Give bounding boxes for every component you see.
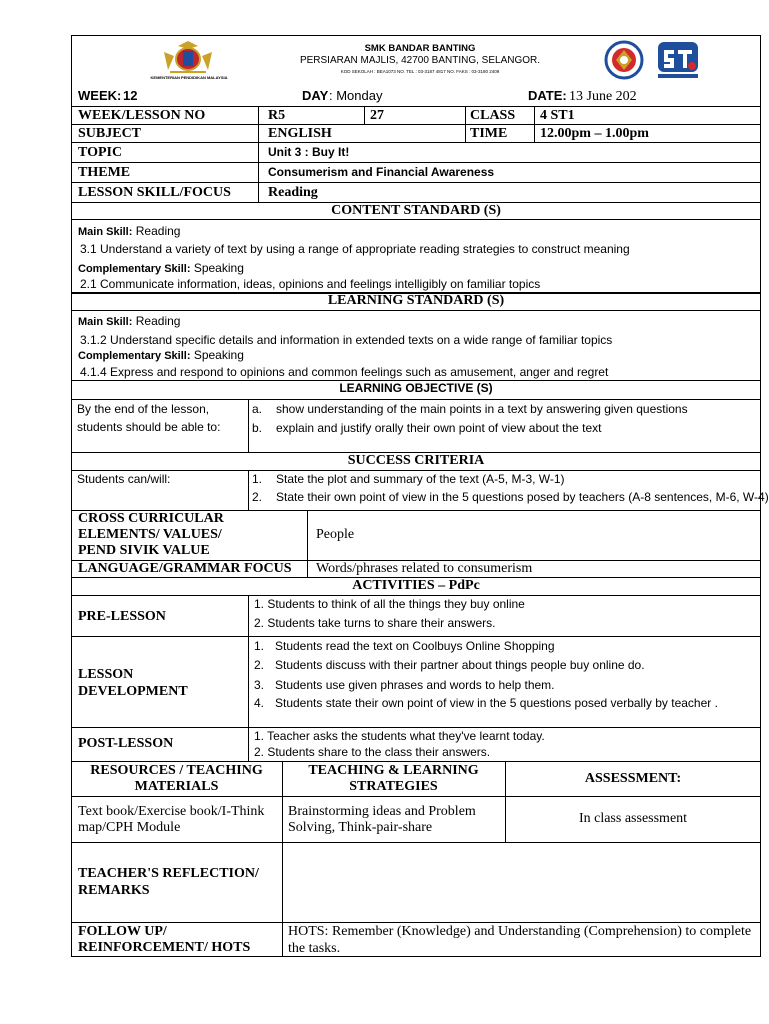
dev-item-4-mark: 4. bbox=[254, 696, 265, 710]
dev-item-2-mark: 2. bbox=[254, 658, 265, 672]
day-value: : Monday bbox=[329, 88, 383, 103]
sc-item-2: State their own point of view in the 5 questions posed by teachers (A-8 sentences, M-6, W-4) bbox=[276, 490, 769, 504]
follow-up-label-line-2: REINFORCEMENT/ HOTS bbox=[78, 940, 251, 955]
school-address: PERSIARAN MAJLIS, 42700 BANTING, SELANGOR. bbox=[299, 55, 541, 66]
assessment-header: ASSESSMENT: bbox=[584, 771, 682, 786]
week-lesson-value-1: R5 bbox=[268, 108, 286, 123]
ls-main-label: Main Skill: bbox=[78, 316, 133, 328]
lo-item-b: explain and justify orally their own point of view about the text bbox=[276, 421, 602, 435]
subject-value: ENGLISH bbox=[268, 126, 332, 141]
strategies-header-line-1: TEACHING & LEARNING bbox=[308, 763, 479, 778]
cs-main-label: Main Skill: bbox=[78, 226, 133, 238]
skill-value: Reading bbox=[268, 185, 318, 200]
dev-item-2: Students discuss with their partner about things people buy online do. bbox=[275, 658, 645, 672]
theme-label: THEME bbox=[78, 165, 131, 180]
cc-value: People bbox=[316, 527, 355, 542]
success-criteria-heading: SUCCESS CRITERIA bbox=[347, 453, 485, 468]
ls-main-value: Reading bbox=[135, 314, 181, 328]
subject-label: SUBJECT bbox=[78, 126, 142, 141]
skill-label: LESSON SKILL/FOCUS bbox=[78, 185, 231, 200]
content-standard-heading: CONTENT STANDARD (S) bbox=[331, 203, 501, 218]
week-label: WEEK: bbox=[78, 88, 122, 103]
reflection-label-line-2: REMARKS bbox=[78, 883, 150, 898]
post-lesson-label: POST-LESSON bbox=[78, 736, 174, 751]
class-value: 4 ST1 bbox=[540, 108, 575, 123]
post-item-2: 2. Students share to the class their answers. bbox=[254, 745, 491, 759]
language-focus-value: Words/phrases related to consumerism bbox=[316, 561, 533, 576]
ls-comp-text: 4.1.4 Express and respond to opinions and common feelings such as amusement, anger and regret bbox=[80, 365, 609, 379]
cs-comp-label: Complementary Skill: bbox=[78, 263, 191, 275]
language-focus-label: LANGUAGE/GRAMMAR FOCUS bbox=[78, 561, 292, 576]
date-value: 13 June 202 bbox=[569, 89, 637, 104]
dev-item-3-mark: 3. bbox=[254, 678, 265, 692]
sc-item-2-mark: 2. bbox=[252, 490, 263, 504]
topic-value: Unit 3 : Buy It! bbox=[268, 145, 350, 159]
sc-item-1: State the plot and summary of the text (A-5, M-3, W-1) bbox=[276, 472, 565, 486]
reflection-field[interactable] bbox=[283, 843, 760, 921]
day-label: DAY bbox=[302, 88, 329, 103]
resources-value-line-1: Text book/Exercise book/I-Think bbox=[78, 804, 265, 819]
sc-item-1-mark: 1. bbox=[252, 472, 263, 486]
pre-lesson-label: PRE-LESSON bbox=[78, 609, 166, 624]
malaysia-crest-icon bbox=[160, 40, 216, 74]
dev-item-1-mark: 1. bbox=[254, 639, 265, 653]
cc-label-line-3: PEND SIVIK VALUE bbox=[78, 543, 210, 558]
strategies-value-line-2: Solving, Think-pair-share bbox=[288, 820, 433, 835]
resources-header-line-1: RESOURCES / TEACHING bbox=[90, 763, 263, 778]
assessment-value: In class assessment bbox=[578, 811, 688, 826]
time-label: TIME bbox=[470, 126, 508, 141]
week-lesson-label: WEEK/LESSON NO bbox=[78, 108, 206, 123]
content-standard-body bbox=[78, 222, 578, 241]
dev-label-line-1: LESSON bbox=[78, 667, 134, 682]
cs-main-text: 3.1 Understand a variety of text by using a range of appropriate reading strategies to construct meaning bbox=[80, 242, 630, 256]
follow-up-value-line-2: the tasks. bbox=[288, 941, 341, 956]
learning-standard-heading: LEARNING STANDARD (S) bbox=[327, 293, 505, 308]
lo-item-a-mark: a. bbox=[252, 402, 263, 416]
week-value: 12 bbox=[123, 88, 138, 103]
dev-item-1: Students read the text on Coolbuys Online Shopping bbox=[275, 639, 555, 653]
week-lesson-value-2: 27 bbox=[370, 108, 384, 123]
lo-item-b-mark: b. bbox=[252, 421, 263, 435]
follow-up-value-line-1: HOTS: Remember (Knowledge) and Understanding (Comprehension) to complete bbox=[288, 924, 752, 939]
sc-intro: Students can/will: bbox=[77, 472, 171, 486]
cs-main-value: Reading bbox=[135, 224, 181, 238]
cc-label-line-1: CROSS CURRICULAR bbox=[78, 511, 224, 526]
cs-comp-value: Speaking bbox=[193, 261, 244, 275]
time-value: 12.00pm – 1.00pm bbox=[540, 126, 649, 141]
dev-label-line-2: DEVELOPMENT bbox=[78, 684, 188, 699]
date-label: DATE: bbox=[528, 88, 567, 103]
school-name: SMK BANDAR BANTING bbox=[364, 43, 476, 54]
lo-intro-line-1: By the end of the lesson, bbox=[77, 402, 210, 416]
ls-comp-value: Speaking bbox=[193, 348, 244, 362]
activities-heading: ACTIVITIES – PdPc bbox=[352, 578, 480, 593]
pre-item-1: 1. Students to think of all the things they buy online bbox=[254, 597, 525, 611]
pre-item-2: 2. Students take turns to share their answers. bbox=[254, 616, 496, 630]
theme-value: Consumerism and Financial Awareness bbox=[268, 165, 495, 179]
strategies-header-line-2: STRATEGIES bbox=[349, 779, 438, 794]
cc-label-line-2: ELEMENTS/ VALUES/ bbox=[78, 527, 222, 542]
topic-label: TOPIC bbox=[78, 145, 123, 160]
follow-up-label-line-1: FOLLOW UP/ bbox=[78, 924, 167, 939]
ls-main-text: 3.1.2 Understand specific details and information in extended texts on a wide range of familiar topics bbox=[80, 333, 613, 347]
school-badge-icon bbox=[604, 40, 644, 80]
cs-comp-text: 2.1 Communicate information, ideas, opinions and feelings intelligibly on familiar topics bbox=[80, 277, 541, 291]
sekolah-logo-icon bbox=[656, 40, 700, 80]
school-contacts: KOD SEKOLAH : BEA1073 NO. TEL : 03-3187 4817 NO. FAKS : 03-3180 2409 bbox=[340, 69, 500, 74]
dev-item-3: Students use given phrases and words to help them. bbox=[275, 678, 555, 692]
post-item-1: 1. Teacher asks the students what they've learnt today. bbox=[254, 729, 545, 743]
dev-item-4: Students state their own point of view in the 5 questions posed verbally by teacher . bbox=[275, 696, 718, 710]
strategies-value-line-1: Brainstorming ideas and Problem bbox=[288, 804, 476, 819]
ls-comp-label: Complementary Skill: bbox=[78, 350, 191, 362]
reflection-label-line-1: TEACHER'S REFLECTION/ bbox=[78, 866, 259, 881]
resources-header-line-2: MATERIALS bbox=[134, 779, 219, 794]
lo-intro-line-2: students should be able to: bbox=[77, 420, 221, 434]
resources-value-line-2: map/CPH Module bbox=[78, 820, 181, 835]
learning-objective-heading: LEARNING OBJECTIVE (S) bbox=[339, 381, 493, 395]
class-label: CLASS bbox=[470, 108, 516, 123]
lo-item-a: show understanding of the main points in a text by answering given questions bbox=[276, 402, 688, 416]
ministry-name: KEMENTERIAN PENDIDIKAN MALAYSIA bbox=[150, 75, 228, 80]
